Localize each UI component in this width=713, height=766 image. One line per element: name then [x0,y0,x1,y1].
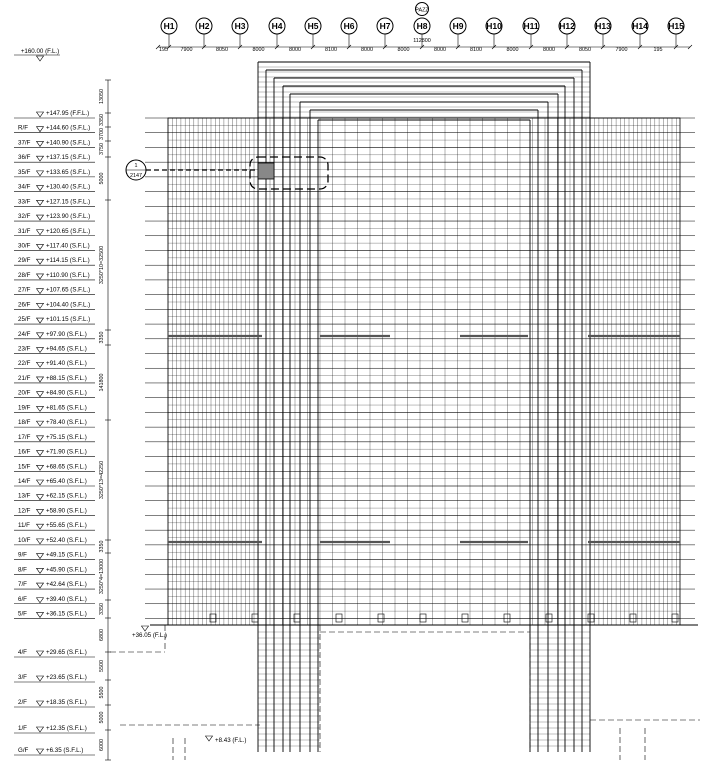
level-marker [37,274,44,279]
floor-label: 11/F [18,522,30,530]
level-elevation: +137.15 (S.F.L.) [46,154,91,162]
floor-label: 27/F [18,286,31,294]
roof-level-text: +160.00 (F.L.) [20,48,60,55]
grid-label: H2 [198,21,210,31]
floor-label: 3/F [18,674,27,681]
grid-label: H11 [523,21,539,31]
floor-label: 32/F [18,213,31,221]
floor-label: 12/F [18,507,31,515]
grid-label: H6 [343,21,355,31]
level-marker [37,215,44,220]
level-elevation: +78.40 (S.F.L.) [46,419,87,427]
grid-label: H3 [234,21,246,31]
floor-label: 5/F [18,610,27,618]
level-marker [37,112,44,117]
floor-label: 35/F [18,168,31,176]
level-marker [37,406,44,411]
level-elevation: +55.65 (S.F.L.) [46,522,87,530]
floor-label: 8/F [18,566,27,574]
side-dim-text: 5500 [99,686,105,699]
top-dim-text: 8000 [543,47,555,53]
floor-label: 10/F [18,536,31,544]
callout-hatch [258,163,274,179]
level-marker [37,348,44,353]
grid-label: H5 [307,21,319,31]
podium-vent [462,614,468,622]
level-marker [37,362,44,367]
level-marker [37,318,44,323]
level-marker [37,333,44,338]
level-elevation: +75.15 (S.F.L.) [46,433,87,441]
level-marker [37,749,44,754]
level-elevation: +144.60 (S.F.L.) [46,124,91,132]
side-dim-text: 6000 [99,739,105,751]
level-elevation: +104.40 (S.F.L.) [46,301,91,309]
level-marker [37,259,44,264]
podium-roof-marker [142,626,149,631]
top-dim-text: 7900 [615,47,628,53]
level-elevation: +71.90 (S.F.L.) [46,448,87,456]
side-dim-text: 3350 [99,331,105,344]
top-dim-text: 195 [159,47,168,53]
level-marker [37,612,44,617]
podium-vent [504,614,510,622]
level-marker [37,495,44,500]
top-dim-text: 8000 [289,47,301,53]
floor-label: 7/F [18,581,27,589]
level-elevation: +140.90 (S.F.L.) [46,139,91,147]
top-dim-text: 8000 [506,47,519,53]
level-marker [37,465,44,470]
level-marker [37,727,44,732]
level-elevation: +29.65 (S.F.L.) [46,649,87,656]
grid-label: H15 [668,21,684,31]
level-marker [37,171,44,176]
level-marker [37,524,44,529]
level-elevation: +18.35 (S.F.L.) [46,699,87,706]
floor-label: 30/F [18,242,31,250]
level-elevation: +23.65 (S.F.L.) [46,674,87,681]
side-dim-text: 3750 [99,143,105,155]
callout-bottom-text: 2147 [130,173,142,179]
floor-label: 6/F [18,595,27,603]
drawing-linework [14,34,700,760]
podium-vent [672,614,678,622]
top-dim-text: 8000 [252,47,265,53]
floor-label: 34/F [18,183,31,191]
level-elevation: +101.15 (S.F.L.) [46,316,91,324]
level-marker [37,451,44,456]
level-marker [37,127,44,132]
grid-label: H7 [379,21,391,31]
side-dim-text: 3250*4=13000 [99,558,105,595]
level-elevation: +110.90 (S.F.L.) [46,271,90,279]
floor-label: 15/F [18,463,31,471]
floor-label: 20/F [18,389,31,397]
podium-roof-text: +36.05 (F.L.) [132,632,167,639]
grid-label: H1 [163,21,175,31]
podium-vent [588,614,594,622]
podium-vent [420,614,426,622]
level-elevation: +65.40 (S.F.L.) [46,478,87,485]
level-marker [37,230,44,235]
floor-label: 31/F [18,227,31,235]
level-marker [37,141,44,146]
level-marker [37,651,44,656]
level-elevation: +120.65 (S.F.L.) [46,227,91,235]
overall-dim-text: 112800 [413,38,431,44]
center-grid-label: PAZZ [415,7,429,14]
side-dim-text: 5000 [99,711,105,724]
floor-label: 36/F [18,154,31,162]
roof-level-marker [37,56,44,61]
level-marker [37,392,44,397]
side-dim-text: 3350 [99,603,105,615]
drawing-labels [18,3,684,755]
level-elevation: +123.90 (S.F.L.) [46,213,91,221]
side-dim-text: 3250*13=42250 [99,460,105,500]
level-elevation: +147.95 (F.F.L.) [46,110,90,117]
level-marker [37,598,44,603]
level-elevation: +36.15 (S.F.L.) [46,610,87,618]
level-marker [37,200,44,205]
level-marker [37,568,44,573]
floor-label: 19/F [18,404,31,412]
floor-label: 33/F [18,198,31,206]
level-elevation: +97.90 (S.F.L.) [46,330,87,338]
floor-label: 29/F [18,257,31,265]
floor-label: 24/F [18,330,31,338]
floor-label: R/F [18,124,28,132]
level-elevation: +52.40 (S.F.L.) [46,536,87,544]
floor-label: 1/F [18,725,27,732]
top-dim-text: 7900 [180,47,193,53]
floor-label: 14/F [18,478,31,485]
podium-vent [378,614,384,622]
floor-label: 13/F [18,492,31,500]
top-dim-text: 8100 [325,47,337,53]
level-elevation: +6.35 (S.F.L.) [46,747,84,754]
podium-vent [336,614,342,622]
level-elevation: +81.65 (S.F.L.) [46,404,87,412]
grid-label: H9 [452,21,464,31]
level-elevation: +130.40 (S.F.L.) [46,183,91,191]
grid-label: H4 [271,21,283,31]
grid-label: H10 [486,21,502,31]
ground-note-marker [206,736,213,741]
level-elevation: +58.90 (S.F.L.) [46,507,87,515]
level-elevation: +49.15 (S.F.L.) [46,551,87,559]
floor-label: 25/F [18,316,31,324]
floor-label: 28/F [18,271,31,279]
level-marker [37,701,44,706]
grid-label: H13 [595,21,611,31]
side-dim-text: 3350 [99,114,105,126]
grid-label: H14 [632,21,648,31]
side-dim-text: 3700 [99,128,105,140]
side-dim-text: 5500 [99,660,105,672]
level-marker [37,186,44,191]
level-elevation: +62.15 (S.F.L.) [46,492,87,500]
side-dim-text: 3350 [99,540,105,553]
floor-label: 23/F [18,345,31,353]
floor-label: 17/F [18,433,31,441]
level-marker [37,156,44,161]
level-marker [37,539,44,544]
callout-top-text: 1 [134,163,138,169]
level-elevation: +68.65 (S.F.L.) [46,463,87,471]
floor-label: 37/F [18,139,31,147]
top-dim-text: 8000 [361,47,373,53]
level-elevation: +84.90 (S.F.L.) [46,389,87,397]
level-elevation: +91.40 (S.F.L.) [46,360,87,368]
level-marker [37,583,44,588]
floor-label: 9/F [18,551,27,559]
level-marker [37,244,44,249]
level-elevation: +45.90 (S.F.L.) [46,566,87,574]
podium-vent [546,614,552,622]
level-marker [37,303,44,308]
level-marker [37,554,44,559]
side-dim-text: 6800 [99,629,105,641]
side-dim-text: 141800 [99,373,105,392]
level-elevation: +133.65 (S.F.L.) [46,168,91,176]
level-elevation: +107.65 (S.F.L.) [46,286,91,294]
level-marker [37,377,44,382]
floor-label: 21/F [18,374,31,382]
level-elevation: +127.15 (S.F.L.) [46,198,91,206]
podium-vent [252,614,258,622]
level-elevation: +12.35 (S.F.L.) [46,725,87,732]
level-elevation: +42.64 (S.F.L.) [46,581,87,589]
floor-label: 16/F [18,448,31,456]
top-dim-text: 8000 [434,47,446,53]
top-dim-text: 8050 [216,47,228,53]
level-marker [37,676,44,681]
level-marker [37,436,44,441]
top-dim-text: 195 [653,47,663,53]
level-elevation: +114.15 (S.F.L.) [46,257,90,265]
level-elevation: +94.65 (S.F.L.) [46,345,87,353]
level-marker [37,421,44,426]
ground-note-text: +8.43 (F.L.) [215,737,247,744]
level-elevation: +39.40 (S.F.L.) [46,595,87,603]
floor-label: 22/F [18,360,31,368]
floor-label: G/F [18,747,29,754]
level-marker [37,289,44,294]
top-dim-text: 8000 [397,47,410,53]
grid-label: H8 [416,21,428,31]
floor-label: 4/F [18,649,27,656]
level-marker [37,509,44,514]
floor-label: 2/F [18,699,27,706]
side-dim-text: 13050 [99,89,105,104]
side-dim-text: 5000 [99,172,105,185]
side-dim-text: 3250*10=32500 [99,245,105,285]
grid-label: H12 [559,21,575,31]
top-dim-text: 8100 [470,47,482,53]
floor-label: 26/F [18,301,31,309]
floor-label: 18/F [18,419,31,427]
level-elevation: +88.15 (S.F.L.) [46,374,87,382]
level-elevation: +117.40 (S.F.L.) [46,242,90,250]
top-dim-text: 8050 [579,47,591,53]
podium-vent [630,614,636,622]
level-marker [37,480,44,485]
